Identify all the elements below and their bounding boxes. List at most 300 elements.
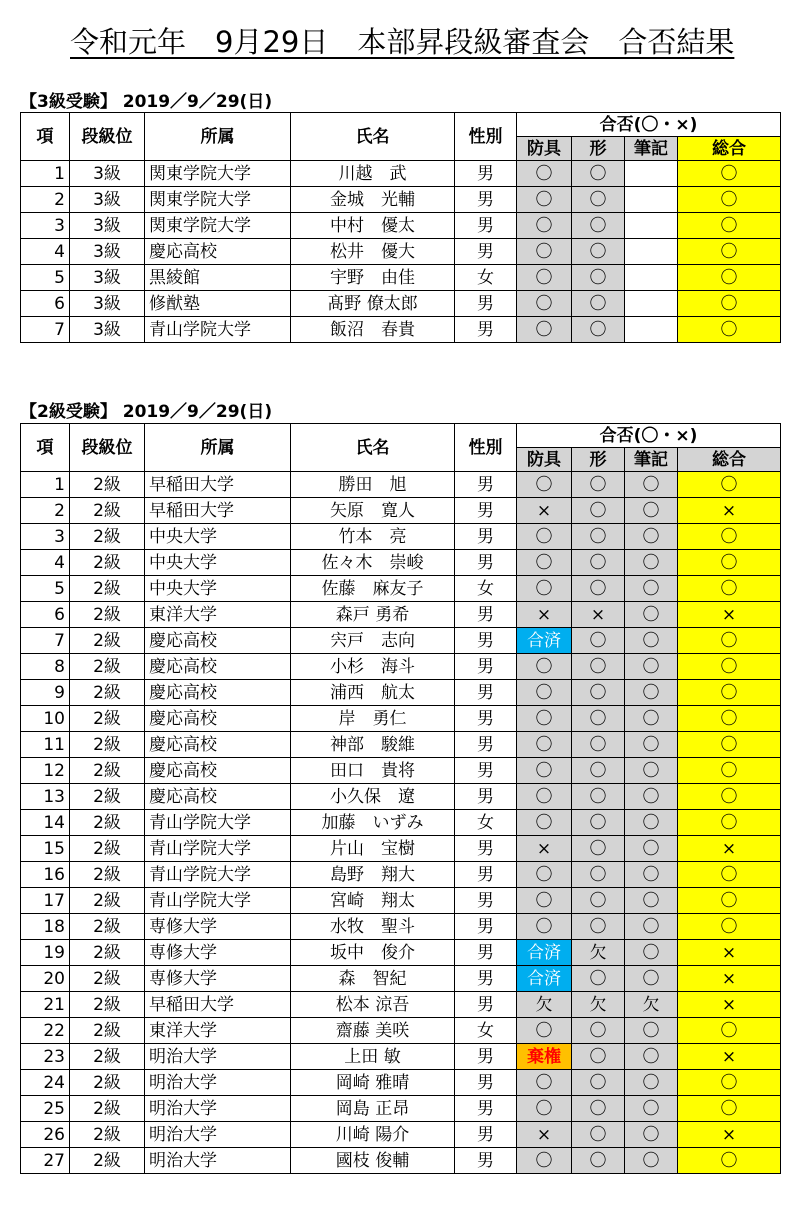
row-affiliation: 専修大学 — [145, 966, 291, 992]
row-total-result: × — [678, 602, 781, 628]
row-kata-result: 〇 — [572, 187, 625, 213]
row-affiliation: 東洋大学 — [145, 1018, 291, 1044]
row-affiliation: 関東学院大学 — [145, 187, 291, 213]
row-kata-result: 〇 — [572, 654, 625, 680]
row-name: 岸 勇仁 — [291, 706, 455, 732]
row-total-result: 〇 — [678, 628, 781, 654]
row-written-result: 〇 — [625, 862, 678, 888]
row-kata-result: 〇 — [572, 836, 625, 862]
row-kata-result: 〇 — [572, 758, 625, 784]
row-kata-result: 〇 — [572, 472, 625, 498]
row-kata-result: 〇 — [572, 1044, 625, 1070]
row-sex: 男 — [455, 317, 517, 343]
row-name: 浦西 航太 — [291, 680, 455, 706]
table-row — [21, 862, 781, 888]
row-grade: 2級 — [70, 1044, 145, 1070]
row-written-result: 〇 — [625, 654, 678, 680]
row-affiliation: 慶応高校 — [145, 784, 291, 810]
row-written-result — [625, 265, 678, 291]
row-grade: 2級 — [70, 992, 145, 1018]
row-name: 松本 涼吾 — [291, 992, 455, 1018]
table-row — [21, 628, 781, 654]
row-number: 11 — [21, 732, 70, 758]
row-written-result: 〇 — [625, 810, 678, 836]
row-total-result: 〇 — [678, 550, 781, 576]
row-written-result — [625, 291, 678, 317]
row-name: 宮崎 翔太 — [291, 888, 455, 914]
row-name: 島野 翔大 — [291, 862, 455, 888]
table-row — [21, 914, 781, 940]
row-number: 2 — [21, 498, 70, 524]
row-kata-result: 〇 — [572, 1018, 625, 1044]
table-row — [21, 810, 781, 836]
row-total-result: × — [678, 836, 781, 862]
row-number: 10 — [21, 706, 70, 732]
row-total-result: × — [678, 992, 781, 1018]
row-total-result: 〇 — [678, 576, 781, 602]
row-bogu-result: 〇 — [517, 914, 572, 940]
table-row — [21, 239, 781, 265]
row-kata-result: 〇 — [572, 966, 625, 992]
row-total-result: 〇 — [678, 732, 781, 758]
row-affiliation: 中央大学 — [145, 550, 291, 576]
row-affiliation: 慶応高校 — [145, 239, 291, 265]
page-title: 令和元年 9月29日 本部昇段級審査会 合否結果 — [70, 25, 735, 59]
table-row — [21, 758, 781, 784]
row-bogu-result: 〇 — [517, 213, 572, 239]
row-grade: 2級 — [70, 810, 145, 836]
row-written-result: 〇 — [625, 498, 678, 524]
table-row — [21, 498, 781, 524]
row-number: 22 — [21, 1018, 70, 1044]
row-affiliation: 黒綾館 — [145, 265, 291, 291]
row-name: 田口 貴将 — [291, 758, 455, 784]
row-total-result: × — [678, 498, 781, 524]
row-name: 水牧 聖斗 — [291, 914, 455, 940]
row-sex: 男 — [455, 836, 517, 862]
header-result: 合否(〇・×) — [517, 424, 781, 448]
row-bogu-result: 〇 — [517, 732, 572, 758]
row-name: 松井 優大 — [291, 239, 455, 265]
header-total: 総合 — [678, 448, 781, 472]
row-written-result — [625, 317, 678, 343]
row-number: 7 — [21, 628, 70, 654]
row-total-result: 〇 — [678, 239, 781, 265]
table-row — [21, 940, 781, 966]
row-sex: 男 — [455, 914, 517, 940]
row-written-result — [625, 187, 678, 213]
row-affiliation: 専修大学 — [145, 914, 291, 940]
row-bogu-result: 〇 — [517, 317, 572, 343]
row-number: 8 — [21, 654, 70, 680]
row-kata-result: 〇 — [572, 1096, 625, 1122]
row-name: 岡島 正昂 — [291, 1096, 455, 1122]
section-title-2kyu: 【2級受験】 2019／9／29(日) — [20, 402, 273, 422]
row-bogu-result: 欠 — [517, 992, 572, 1018]
row-number: 3 — [21, 524, 70, 550]
row-grade: 3級 — [70, 187, 145, 213]
row-number: 12 — [21, 758, 70, 784]
row-total-result: 〇 — [678, 524, 781, 550]
row-sex: 男 — [455, 161, 517, 187]
row-sex: 男 — [455, 628, 517, 654]
row-affiliation: 慶応高校 — [145, 706, 291, 732]
row-affiliation: 中央大学 — [145, 576, 291, 602]
row-grade: 2級 — [70, 628, 145, 654]
row-name: 勝田 旭 — [291, 472, 455, 498]
row-number: 20 — [21, 966, 70, 992]
row-total-result: 〇 — [678, 914, 781, 940]
section-title-3kyu: 【3級受験】 2019／9／29(日) — [20, 92, 273, 112]
row-bogu-result: 〇 — [517, 576, 572, 602]
header-kata: 形 — [572, 448, 625, 472]
row-name: 佐藤 麻友子 — [291, 576, 455, 602]
row-bogu-result: 〇 — [517, 888, 572, 914]
row-grade: 3級 — [70, 265, 145, 291]
row-bogu-result: 〇 — [517, 784, 572, 810]
row-kata-result: 〇 — [572, 239, 625, 265]
row-written-result: 〇 — [625, 966, 678, 992]
row-written-result: 欠 — [625, 992, 678, 1018]
row-affiliation: 青山学院大学 — [145, 888, 291, 914]
row-affiliation: 早稲田大学 — [145, 498, 291, 524]
results-table-3kyu — [20, 112, 781, 343]
row-written-result: 〇 — [625, 1122, 678, 1148]
row-grade: 2級 — [70, 524, 145, 550]
row-total-result: 〇 — [678, 1096, 781, 1122]
row-name: 髙野 僚太郎 — [291, 291, 455, 317]
row-name: 森 智紀 — [291, 966, 455, 992]
row-kata-result: × — [572, 602, 625, 628]
row-bogu-result: 〇 — [517, 654, 572, 680]
row-name: 中村 優太 — [291, 213, 455, 239]
row-written-result: 〇 — [625, 1070, 678, 1096]
row-kata-result: 〇 — [572, 161, 625, 187]
row-number: 7 — [21, 317, 70, 343]
row-sex: 男 — [455, 680, 517, 706]
row-number: 5 — [21, 576, 70, 602]
row-number: 21 — [21, 992, 70, 1018]
row-bogu-result: 〇 — [517, 680, 572, 706]
row-bogu-result: 〇 — [517, 239, 572, 265]
row-grade: 2級 — [70, 758, 145, 784]
row-kata-result: 〇 — [572, 732, 625, 758]
row-bogu-result: 〇 — [517, 1096, 572, 1122]
row-written-result: 〇 — [625, 576, 678, 602]
row-written-result — [625, 239, 678, 265]
header-no: 項 — [21, 113, 70, 161]
row-name: 森戸 勇希 — [291, 602, 455, 628]
row-bogu-result: × — [517, 1122, 572, 1148]
row-name: 國枝 俊輔 — [291, 1148, 455, 1174]
row-kata-result: 〇 — [572, 213, 625, 239]
row-total-result: × — [678, 1122, 781, 1148]
row-written-result: 〇 — [625, 524, 678, 550]
row-affiliation: 青山学院大学 — [145, 810, 291, 836]
row-sex: 男 — [455, 498, 517, 524]
row-grade: 2級 — [70, 914, 145, 940]
row-total-result: × — [678, 940, 781, 966]
row-bogu-result: 合済 — [517, 940, 572, 966]
header-written: 筆記 — [625, 448, 678, 472]
row-sex: 女 — [455, 576, 517, 602]
row-number: 23 — [21, 1044, 70, 1070]
table-row — [21, 680, 781, 706]
row-kata-result: 〇 — [572, 524, 625, 550]
row-written-result: 〇 — [625, 1044, 678, 1070]
row-grade: 2級 — [70, 1096, 145, 1122]
table-row — [21, 1070, 781, 1096]
table-row — [21, 1148, 781, 1174]
row-number: 1 — [21, 161, 70, 187]
row-written-result: 〇 — [625, 628, 678, 654]
table-row — [21, 966, 781, 992]
row-total-result: 〇 — [678, 758, 781, 784]
row-grade: 2級 — [70, 706, 145, 732]
row-sex: 女 — [455, 1018, 517, 1044]
row-sex: 男 — [455, 239, 517, 265]
row-sex: 男 — [455, 1122, 517, 1148]
header-bogu: 防具 — [517, 448, 572, 472]
row-number: 25 — [21, 1096, 70, 1122]
row-name: 川越 武 — [291, 161, 455, 187]
row-number: 16 — [21, 862, 70, 888]
row-bogu-result: 〇 — [517, 472, 572, 498]
header-kata: 形 — [572, 137, 625, 161]
row-kata-result: 〇 — [572, 810, 625, 836]
row-name: 岡崎 雅晴 — [291, 1070, 455, 1096]
row-affiliation: 関東学院大学 — [145, 213, 291, 239]
header-result: 合否(〇・×) — [517, 113, 781, 137]
row-name: 宍戸 志向 — [291, 628, 455, 654]
row-grade: 2級 — [70, 836, 145, 862]
row-grade: 2級 — [70, 680, 145, 706]
header-total: 総合 — [678, 137, 781, 161]
table-row — [21, 317, 781, 343]
row-written-result: 〇 — [625, 602, 678, 628]
row-bogu-result: 〇 — [517, 1018, 572, 1044]
row-sex: 男 — [455, 1096, 517, 1122]
row-total-result: × — [678, 966, 781, 992]
row-name: 神部 駿維 — [291, 732, 455, 758]
row-sex: 男 — [455, 758, 517, 784]
table-row — [21, 472, 781, 498]
row-name: 小杉 海斗 — [291, 654, 455, 680]
row-written-result — [625, 213, 678, 239]
row-kata-result: 〇 — [572, 1148, 625, 1174]
row-number: 9 — [21, 680, 70, 706]
row-name: 片山 宝樹 — [291, 836, 455, 862]
row-number: 6 — [21, 291, 70, 317]
row-name: 金城 光輔 — [291, 187, 455, 213]
row-sex: 男 — [455, 784, 517, 810]
row-number: 4 — [21, 239, 70, 265]
table-row — [21, 291, 781, 317]
row-bogu-result: 〇 — [517, 706, 572, 732]
row-grade: 2級 — [70, 472, 145, 498]
row-kata-result: 〇 — [572, 265, 625, 291]
row-affiliation: 早稲田大学 — [145, 472, 291, 498]
row-affiliation: 慶応高校 — [145, 628, 291, 654]
row-kata-result: 欠 — [572, 940, 625, 966]
row-total-result: 〇 — [678, 1018, 781, 1044]
row-kata-result: 〇 — [572, 784, 625, 810]
row-total-result: 〇 — [678, 680, 781, 706]
row-grade: 2級 — [70, 1148, 145, 1174]
table-row — [21, 1096, 781, 1122]
row-grade: 3級 — [70, 291, 145, 317]
row-total-result: 〇 — [678, 187, 781, 213]
row-sex: 男 — [455, 862, 517, 888]
row-name: 川崎 陽介 — [291, 1122, 455, 1148]
row-bogu-result: 〇 — [517, 291, 572, 317]
header-name: 氏名 — [291, 424, 455, 472]
row-bogu-result: 合済 — [517, 628, 572, 654]
row-total-result: 〇 — [678, 706, 781, 732]
row-written-result: 〇 — [625, 836, 678, 862]
row-total-result: 〇 — [678, 862, 781, 888]
row-kata-result: 〇 — [572, 706, 625, 732]
row-grade: 2級 — [70, 498, 145, 524]
row-name: 佐々木 崇峻 — [291, 550, 455, 576]
table-row — [21, 784, 781, 810]
header-name: 氏名 — [291, 113, 455, 161]
row-grade: 2級 — [70, 1122, 145, 1148]
table-row — [21, 836, 781, 862]
row-bogu-result: × — [517, 836, 572, 862]
row-affiliation: 青山学院大学 — [145, 317, 291, 343]
row-sex: 男 — [455, 187, 517, 213]
row-affiliation: 慶応高校 — [145, 680, 291, 706]
table-row — [21, 654, 781, 680]
row-bogu-result: 〇 — [517, 550, 572, 576]
row-kata-result: 〇 — [572, 317, 625, 343]
row-bogu-result: 〇 — [517, 862, 572, 888]
row-sex: 男 — [455, 524, 517, 550]
row-name: 齋藤 美咲 — [291, 1018, 455, 1044]
row-total-result: 〇 — [678, 265, 781, 291]
table-row — [21, 602, 781, 628]
row-kata-result: 〇 — [572, 628, 625, 654]
row-grade: 2級 — [70, 550, 145, 576]
row-total-result: 〇 — [678, 654, 781, 680]
row-grade: 2級 — [70, 654, 145, 680]
row-number: 1 — [21, 472, 70, 498]
row-written-result: 〇 — [625, 680, 678, 706]
row-total-result: 〇 — [678, 317, 781, 343]
row-affiliation: 修猷塾 — [145, 291, 291, 317]
table-row — [21, 992, 781, 1018]
row-sex: 男 — [455, 291, 517, 317]
row-sex: 男 — [455, 213, 517, 239]
row-number: 15 — [21, 836, 70, 862]
row-number: 3 — [21, 213, 70, 239]
row-written-result: 〇 — [625, 1096, 678, 1122]
table-row — [21, 550, 781, 576]
row-written-result: 〇 — [625, 1148, 678, 1174]
row-affiliation: 明治大学 — [145, 1096, 291, 1122]
row-grade: 2級 — [70, 966, 145, 992]
row-bogu-result: 〇 — [517, 810, 572, 836]
row-grade: 2級 — [70, 1018, 145, 1044]
row-sex: 男 — [455, 550, 517, 576]
row-sex: 男 — [455, 472, 517, 498]
header-grade: 段級位 — [70, 113, 145, 161]
row-total-result: 〇 — [678, 784, 781, 810]
row-kata-result: 〇 — [572, 576, 625, 602]
row-written-result: 〇 — [625, 706, 678, 732]
row-number: 26 — [21, 1122, 70, 1148]
row-affiliation: 早稲田大学 — [145, 992, 291, 1018]
row-number: 13 — [21, 784, 70, 810]
table-row — [21, 706, 781, 732]
row-sex: 男 — [455, 966, 517, 992]
table-row — [21, 576, 781, 602]
row-written-result — [625, 161, 678, 187]
table-row — [21, 732, 781, 758]
row-written-result: 〇 — [625, 1018, 678, 1044]
row-affiliation: 慶応高校 — [145, 654, 291, 680]
row-sex: 男 — [455, 732, 517, 758]
row-grade: 2級 — [70, 784, 145, 810]
row-total-result: 〇 — [678, 1070, 781, 1096]
header-grade: 段級位 — [70, 424, 145, 472]
row-grade: 2級 — [70, 940, 145, 966]
row-bogu-result: 〇 — [517, 265, 572, 291]
row-affiliation: 明治大学 — [145, 1122, 291, 1148]
row-name: 竹本 亮 — [291, 524, 455, 550]
row-number: 2 — [21, 187, 70, 213]
row-affiliation: 明治大学 — [145, 1044, 291, 1070]
row-total-result: 〇 — [678, 291, 781, 317]
row-name: 加藤 いずみ — [291, 810, 455, 836]
row-grade: 3級 — [70, 213, 145, 239]
row-number: 27 — [21, 1148, 70, 1174]
row-sex: 男 — [455, 992, 517, 1018]
row-kata-result: 〇 — [572, 680, 625, 706]
row-grade: 2級 — [70, 576, 145, 602]
row-bogu-result: 〇 — [517, 1070, 572, 1096]
row-kata-result: 〇 — [572, 1122, 625, 1148]
row-number: 24 — [21, 1070, 70, 1096]
row-written-result: 〇 — [625, 888, 678, 914]
row-name: 宇野 由佳 — [291, 265, 455, 291]
row-kata-result: 〇 — [572, 550, 625, 576]
row-bogu-result: 〇 — [517, 758, 572, 784]
row-kata-result: 〇 — [572, 1070, 625, 1096]
row-written-result: 〇 — [625, 940, 678, 966]
row-sex: 男 — [455, 888, 517, 914]
row-total-result: 〇 — [678, 213, 781, 239]
row-written-result: 〇 — [625, 758, 678, 784]
results-table-2kyu — [20, 423, 781, 1174]
row-number: 18 — [21, 914, 70, 940]
row-kata-result: 〇 — [572, 888, 625, 914]
row-affiliation: 関東学院大学 — [145, 161, 291, 187]
row-bogu-result: 〇 — [517, 524, 572, 550]
header-affiliation: 所属 — [145, 424, 291, 472]
row-bogu-result: × — [517, 602, 572, 628]
row-sex: 女 — [455, 810, 517, 836]
row-sex: 男 — [455, 1070, 517, 1096]
row-bogu-result: 合済 — [517, 966, 572, 992]
row-grade: 3級 — [70, 161, 145, 187]
row-bogu-result: 〇 — [517, 161, 572, 187]
row-grade: 2級 — [70, 862, 145, 888]
row-name: 小久保 遼 — [291, 784, 455, 810]
row-kata-result: 欠 — [572, 992, 625, 1018]
row-total-result: 〇 — [678, 810, 781, 836]
